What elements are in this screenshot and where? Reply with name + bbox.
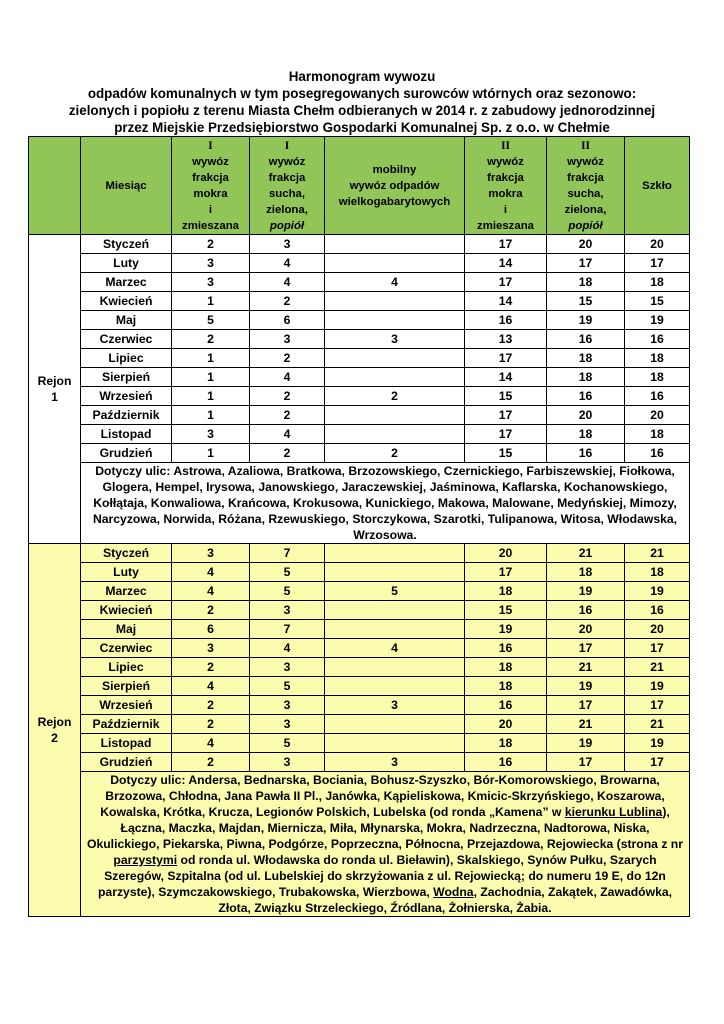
value-cell: 17 xyxy=(465,349,547,368)
value-cell: 20 xyxy=(625,406,690,425)
table-row xyxy=(29,406,690,425)
value-cell: 16 xyxy=(625,330,690,349)
table-row xyxy=(29,368,690,387)
value-cell: 3 xyxy=(172,544,250,563)
streets-cell xyxy=(81,772,690,917)
value-cell xyxy=(325,620,465,639)
value-cell: 21 xyxy=(547,658,625,677)
streets-underlined: Wodna xyxy=(433,885,474,899)
value-cell xyxy=(325,425,465,444)
value-cell: 19 xyxy=(547,677,625,696)
value-cell: 19 xyxy=(547,734,625,753)
value-cell: 7 xyxy=(250,620,325,639)
value-cell: 4 xyxy=(172,563,250,582)
month-cell: Styczeń xyxy=(81,544,172,563)
value-cell xyxy=(325,349,465,368)
value-cell: 17 xyxy=(465,235,547,254)
value-cell: 20 xyxy=(465,544,547,563)
value-cell: 17 xyxy=(465,406,547,425)
value-cell: 4 xyxy=(172,677,250,696)
value-cell: 19 xyxy=(465,620,547,639)
value-cell: 17 xyxy=(465,563,547,582)
title-line-2: odpadów komunalnych w tym posegregowanych surowców wtórnych oraz sezonowo: xyxy=(87,86,637,101)
value-cell: 4 xyxy=(250,273,325,292)
value-cell: 16 xyxy=(625,387,690,406)
value-cell: 17 xyxy=(465,425,547,444)
value-cell: 21 xyxy=(625,658,690,677)
table-row xyxy=(29,387,690,406)
month-cell: Wrzesień xyxy=(81,387,172,406)
value-cell: 15 xyxy=(625,292,690,311)
month-cell: Wrzesień xyxy=(81,696,172,715)
value-cell: 18 xyxy=(625,349,690,368)
rejon-label-number: 1 xyxy=(51,390,58,404)
value-cell: 4 xyxy=(172,582,250,601)
value-cell: 17 xyxy=(625,254,690,273)
value-cell: 20 xyxy=(547,620,625,639)
value-cell: 18 xyxy=(547,349,625,368)
value-cell: 3 xyxy=(325,696,465,715)
value-cell: 6 xyxy=(250,311,325,330)
value-cell xyxy=(325,601,465,620)
header-col-6: Szkło xyxy=(625,137,690,235)
table-row xyxy=(29,311,690,330)
value-cell: 16 xyxy=(465,639,547,658)
value-cell: 18 xyxy=(465,677,547,696)
value-cell: 18 xyxy=(625,563,690,582)
streets-text: ), Łączna, Maczka, Majdan, Miernicza, Miła, Młynarska, Mokra, Nadrzeczna, Nadtorowa, Niska, Okulickiego, Piekarska, Piwna, Podgórze, Poprzeczna, Północna, Przejazdowa, Rejowiecka (strona z nr xyxy=(86,805,683,851)
month-cell: Kwiecień xyxy=(81,601,172,620)
rejon-label-word: Rejon xyxy=(37,715,72,729)
value-cell: 16 xyxy=(547,444,625,463)
table-row xyxy=(29,235,690,254)
value-cell: 17 xyxy=(625,696,690,715)
value-cell: 14 xyxy=(465,292,547,311)
value-cell: 1 xyxy=(172,292,250,311)
document-title xyxy=(0,68,724,136)
value-cell: 20 xyxy=(465,715,547,734)
value-cell: 16 xyxy=(547,330,625,349)
table-row xyxy=(29,292,690,311)
value-cell: 4 xyxy=(172,734,250,753)
streets-label: Dotyczy ulic: xyxy=(95,464,171,478)
value-cell xyxy=(325,677,465,696)
value-cell: 2 xyxy=(250,349,325,368)
value-cell: 3 xyxy=(250,753,325,772)
value-cell: 3 xyxy=(250,658,325,677)
value-cell: 17 xyxy=(625,639,690,658)
schedule-table xyxy=(28,136,690,917)
streets-cell xyxy=(81,463,690,544)
value-cell: 18 xyxy=(465,582,547,601)
value-cell: 3 xyxy=(250,601,325,620)
value-cell: 3 xyxy=(250,330,325,349)
header-col-5: II wywóz frakcja sucha, zielona, popiół xyxy=(547,137,625,235)
rejon-label-word: Rejon xyxy=(37,374,72,388)
value-cell: 17 xyxy=(547,254,625,273)
value-cell: 19 xyxy=(547,582,625,601)
table-row xyxy=(29,658,690,677)
value-cell: 5 xyxy=(250,582,325,601)
value-cell xyxy=(325,311,465,330)
month-cell: Czerwiec xyxy=(81,330,172,349)
table-row xyxy=(29,544,690,563)
value-cell xyxy=(325,658,465,677)
value-cell: 15 xyxy=(547,292,625,311)
value-cell: 17 xyxy=(547,639,625,658)
value-cell: 4 xyxy=(325,273,465,292)
value-cell: 14 xyxy=(465,254,547,273)
value-cell: 5 xyxy=(172,311,250,330)
month-cell: Czerwiec xyxy=(81,639,172,658)
value-cell: 4 xyxy=(325,639,465,658)
value-cell: 4 xyxy=(250,368,325,387)
month-cell: Kwiecień xyxy=(81,292,172,311)
table-row xyxy=(29,601,690,620)
streets-text: , Zachodnia, Zakątek, Zawadówka, Złota, Związku Strzeleckiego, Źródlana, Żołnierska, Żabia. xyxy=(218,885,673,915)
value-cell: 18 xyxy=(547,563,625,582)
month-cell: Grudzień xyxy=(81,444,172,463)
value-cell xyxy=(325,406,465,425)
header-col-3: mobilny wywóz odpadów wielkogabarytowych xyxy=(325,137,465,235)
value-cell: 2 xyxy=(172,235,250,254)
value-cell: 2 xyxy=(250,444,325,463)
value-cell: 16 xyxy=(465,696,547,715)
header-month: Miesiąc xyxy=(81,137,172,235)
month-cell: Marzec xyxy=(81,582,172,601)
table-row xyxy=(29,715,690,734)
value-cell: 2 xyxy=(325,387,465,406)
month-cell: Lipiec xyxy=(81,658,172,677)
value-cell: 16 xyxy=(547,601,625,620)
table-row xyxy=(29,620,690,639)
value-cell: 3 xyxy=(250,235,325,254)
value-cell xyxy=(325,715,465,734)
month-cell: Marzec xyxy=(81,273,172,292)
value-cell: 18 xyxy=(547,425,625,444)
month-cell: Maj xyxy=(81,311,172,330)
value-cell: 3 xyxy=(250,696,325,715)
value-cell: 18 xyxy=(625,368,690,387)
value-cell: 2 xyxy=(172,601,250,620)
value-cell: 3 xyxy=(325,753,465,772)
value-cell: 20 xyxy=(625,235,690,254)
streets-text: Astrowa, Azaliowa, Bratkowa, Brzozowskiego, Czernickiego, Farbiszewskiej, Fiołkowa, Glogera, Hempel, Irysowa, Janowskiego, Jaraczewskiej, Jaśminowa, Kaflarska, Kochanowskiego, Kołłątaja, Konwaliowa, Krańcowa, Krokusowa, Kunickiego, Makowa, Malowane, Medyńskiej, Mimozy, Narcyzowa, Norwida, Różana, Rzewuskiego, Storczykowa, Szarotki, Tulipanowa, Witosa, Włodawska, Wrzosowa. xyxy=(92,464,678,542)
value-cell xyxy=(325,368,465,387)
value-cell: 5 xyxy=(325,582,465,601)
value-cell: 2 xyxy=(250,406,325,425)
value-cell: 15 xyxy=(465,601,547,620)
value-cell: 19 xyxy=(625,311,690,330)
month-cell: Sierpień xyxy=(81,368,172,387)
month-cell: Listopad xyxy=(81,734,172,753)
header-rejon xyxy=(29,137,81,235)
value-cell: 3 xyxy=(172,425,250,444)
value-cell: 4 xyxy=(250,254,325,273)
title-line-3: zielonych i popiołu z terenu Miasta Chełm odbieranych w 2014 r. z zabudowy jednorodzinnej xyxy=(68,103,656,118)
value-cell: 1 xyxy=(172,444,250,463)
month-cell: Luty xyxy=(81,254,172,273)
value-cell: 19 xyxy=(547,311,625,330)
value-cell: 3 xyxy=(325,330,465,349)
month-cell: Sierpień xyxy=(81,677,172,696)
value-cell: 15 xyxy=(465,387,547,406)
value-cell xyxy=(325,292,465,311)
value-cell: 19 xyxy=(625,734,690,753)
table-row xyxy=(29,753,690,772)
table-row xyxy=(29,696,690,715)
value-cell: 5 xyxy=(250,563,325,582)
value-cell: 18 xyxy=(547,368,625,387)
value-cell: 20 xyxy=(625,620,690,639)
value-cell: 16 xyxy=(465,753,547,772)
value-cell: 17 xyxy=(465,273,547,292)
value-cell: 1 xyxy=(172,387,250,406)
title-line-1: Harmonogram wywozu xyxy=(288,69,436,84)
value-cell: 2 xyxy=(172,715,250,734)
value-cell: 19 xyxy=(625,582,690,601)
value-cell: 5 xyxy=(250,677,325,696)
month-cell: Styczeń xyxy=(81,235,172,254)
table-row xyxy=(29,425,690,444)
month-cell: Październik xyxy=(81,715,172,734)
table-row xyxy=(29,734,690,753)
rejon-label-number: 2 xyxy=(51,731,58,745)
value-cell: 18 xyxy=(465,658,547,677)
streets-row xyxy=(29,463,690,544)
month-cell: Grudzień xyxy=(81,753,172,772)
value-cell xyxy=(325,734,465,753)
value-cell: 16 xyxy=(547,387,625,406)
table-row xyxy=(29,330,690,349)
table-row xyxy=(29,273,690,292)
rejon-2-body xyxy=(29,544,690,917)
rejon-label xyxy=(29,235,81,544)
header-row xyxy=(29,137,690,235)
value-cell: 1 xyxy=(172,368,250,387)
value-cell: 15 xyxy=(465,444,547,463)
value-cell: 21 xyxy=(625,715,690,734)
month-cell: Luty xyxy=(81,563,172,582)
value-cell: 2 xyxy=(325,444,465,463)
table-row xyxy=(29,563,690,582)
value-cell: 1 xyxy=(172,349,250,368)
streets-underlined: kierunku Lublina xyxy=(564,805,663,819)
value-cell xyxy=(325,235,465,254)
table-row xyxy=(29,582,690,601)
value-cell: 2 xyxy=(250,292,325,311)
header-col-4: II wywóz frakcja mokra i zmieszana xyxy=(465,137,547,235)
value-cell: 17 xyxy=(625,753,690,772)
value-cell xyxy=(325,254,465,273)
streets-text: od ronda ul. Włodawska do ronda ul. Bieławin), Skalskiego, Synów Pułku, Szarych Szeregów, Szpitalna (od ul. Lubelskiej do skrzyżowania z ul. Rejowiecką; do numeru 19 E, do 12n parzyste), Szymczakowskiego, Trubakowska, Wierzbowa, xyxy=(97,853,666,899)
value-cell: 19 xyxy=(625,677,690,696)
value-cell: 2 xyxy=(172,330,250,349)
month-cell: Maj xyxy=(81,620,172,639)
table-row xyxy=(29,444,690,463)
value-cell: 4 xyxy=(250,639,325,658)
value-cell: 21 xyxy=(547,544,625,563)
value-cell: 13 xyxy=(465,330,547,349)
streets-label: Dotyczy ulic: xyxy=(110,773,186,787)
title-line-4: przez Miejskie Przedsiębiorstwo Gospodarki Komunalnej Sp. z o.o. w Chełmie xyxy=(114,120,610,135)
value-cell: 20 xyxy=(547,235,625,254)
value-cell: 2 xyxy=(172,696,250,715)
value-cell: 2 xyxy=(172,753,250,772)
value-cell: 2 xyxy=(250,387,325,406)
value-cell: 16 xyxy=(465,311,547,330)
month-cell: Lipiec xyxy=(81,349,172,368)
value-cell: 18 xyxy=(547,273,625,292)
value-cell: 21 xyxy=(625,544,690,563)
table-row xyxy=(29,639,690,658)
value-cell: 7 xyxy=(250,544,325,563)
value-cell: 3 xyxy=(172,273,250,292)
value-cell: 21 xyxy=(547,715,625,734)
streets-row xyxy=(29,772,690,917)
value-cell: 2 xyxy=(172,658,250,677)
value-cell: 18 xyxy=(465,734,547,753)
value-cell: 18 xyxy=(625,425,690,444)
value-cell: 3 xyxy=(172,254,250,273)
month-cell: Listopad xyxy=(81,425,172,444)
header-col-1: I wywóz frakcja mokra i zmieszana xyxy=(172,137,250,235)
value-cell: 3 xyxy=(250,715,325,734)
rejon-1-body xyxy=(29,235,690,544)
value-cell xyxy=(325,563,465,582)
value-cell: 17 xyxy=(547,696,625,715)
value-cell: 20 xyxy=(547,406,625,425)
streets-text: Andersa, Bednarska, Bociania, Bohusz-Szyszko, Bór-Komorowskiego, Browarna, Brzozowa, Chłodna, Jana Pawła II Pl., Janówka, Kąpieliskowa, Kmicic-Skrzyńskiego, Koszarowa, Kowalska, Krótka, Krucza, Legionów Polskich, Lubelska (od ronda „Kamena” w xyxy=(100,773,665,819)
value-cell: 18 xyxy=(625,273,690,292)
month-cell: Październik xyxy=(81,406,172,425)
value-cell: 6 xyxy=(172,620,250,639)
value-cell: 4 xyxy=(250,425,325,444)
streets-underlined: parzystymi xyxy=(113,853,178,867)
header-col-2: I wywóz frakcja sucha, zielona, popiół xyxy=(250,137,325,235)
value-cell: 5 xyxy=(250,734,325,753)
value-cell: 16 xyxy=(625,601,690,620)
value-cell: 3 xyxy=(172,639,250,658)
rejon-label xyxy=(29,544,81,917)
value-cell: 17 xyxy=(547,753,625,772)
value-cell: 1 xyxy=(172,406,250,425)
table-row xyxy=(29,677,690,696)
table-row xyxy=(29,254,690,273)
value-cell: 14 xyxy=(465,368,547,387)
value-cell xyxy=(325,544,465,563)
table-row xyxy=(29,349,690,368)
value-cell: 16 xyxy=(625,444,690,463)
